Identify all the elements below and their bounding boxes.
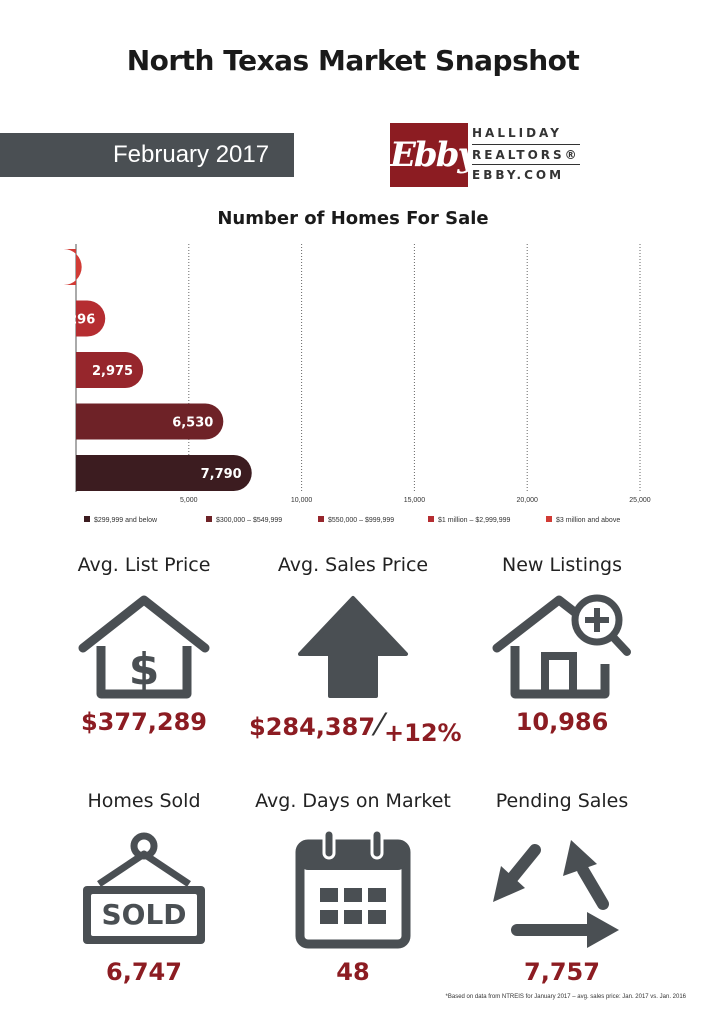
chart-legend-label: $300,000 – $549,999: [216, 517, 283, 524]
footnote: *Based on data from NTREIS for January 2017 – avg. sales price: Jan. 2017 vs. Jan. 2016: [445, 994, 686, 1000]
logo-line-2: REALTORS®: [472, 144, 580, 165]
logo-line-1: HALLIDAY: [472, 126, 562, 140]
chart-legend-swatch: [546, 516, 552, 522]
house-dollar-icon: [69, 590, 219, 700]
chart-legend-swatch: [84, 516, 90, 522]
new-listings-value: 10,986: [515, 708, 609, 736]
homes-for-sale-chart: [44, 244, 660, 534]
cycle-arrows-icon: [487, 826, 637, 950]
stat-avg-list-price: [34, 554, 254, 736]
pending-sales-label: Pending Sales: [495, 790, 629, 812]
chart-tick-label: 20,000: [516, 497, 538, 504]
avg-sales-price-label: Avg. Sales Price: [277, 554, 429, 576]
stat-pending-sales: [452, 790, 672, 986]
logo-line-3: EBBY.COM: [472, 168, 565, 182]
avg-sales-price-change: +12%: [384, 719, 462, 747]
chart-legend-swatch: [206, 516, 212, 522]
sold-sign-icon: [69, 826, 219, 950]
stat-new-listings: [452, 554, 672, 736]
house-magnifier-plus-icon: [487, 590, 637, 700]
homes-sold-label: Homes Sold: [87, 790, 201, 812]
stat-avg-days-on-market: [243, 790, 463, 986]
chart-legend-label: $299,999 and below: [94, 517, 158, 524]
avg-days-value: 48: [336, 958, 370, 986]
date-label: February 2017: [113, 141, 270, 168]
new-listings-label: New Listings: [502, 554, 622, 576]
chart-tick-label: 10,000: [290, 497, 313, 504]
avg-sales-price-value-row: [243, 708, 463, 747]
chart-bar-label: 252: [44, 261, 72, 276]
svg-text:$: $: [128, 644, 160, 695]
chart-bar-label: 6,530: [172, 415, 214, 431]
chart-legend-swatch: [428, 516, 434, 522]
date-banner: [0, 133, 294, 177]
chart-legend-label: $3 million and above: [556, 517, 621, 524]
avg-sales-price-value: $284,387: [249, 713, 376, 741]
chart-legend-label: $1 million – $2,999,999: [438, 517, 511, 524]
homes-sold-value: 6,747: [106, 958, 182, 986]
chart-tick-label: 5,000: [180, 497, 198, 504]
sold-sign-text: SOLD: [101, 898, 187, 931]
logo-mark: Ebby: [390, 123, 468, 187]
avg-list-price-label: Avg. List Price: [77, 554, 211, 576]
avg-days-label: Avg. Days on Market: [255, 790, 451, 812]
chart-tick-label: 15,000: [403, 497, 426, 504]
up-arrow-icon: [278, 590, 428, 700]
chart-tick-label: 25,000: [629, 497, 651, 504]
page-title: North Texas Market Snapshot: [126, 44, 580, 77]
stat-avg-sales-price: [243, 554, 463, 747]
pending-sales-value: 7,757: [524, 958, 600, 986]
slash-separator: ⁄: [377, 708, 383, 743]
stat-homes-sold: [34, 790, 254, 986]
calendar-icon: [278, 826, 428, 950]
avg-list-price-value: $377,289: [80, 708, 207, 736]
chart-legend-label: $550,000 – $999,999: [328, 517, 395, 524]
brand-logo: [390, 123, 590, 187]
chart-title: Number of Homes For Sale: [217, 208, 489, 229]
chart-legend-swatch: [318, 516, 324, 522]
chart-bar-label: 7,790: [200, 467, 242, 482]
chart-bar-label: 1,296: [54, 312, 96, 328]
chart-bar-label: 2,975: [91, 364, 134, 379]
